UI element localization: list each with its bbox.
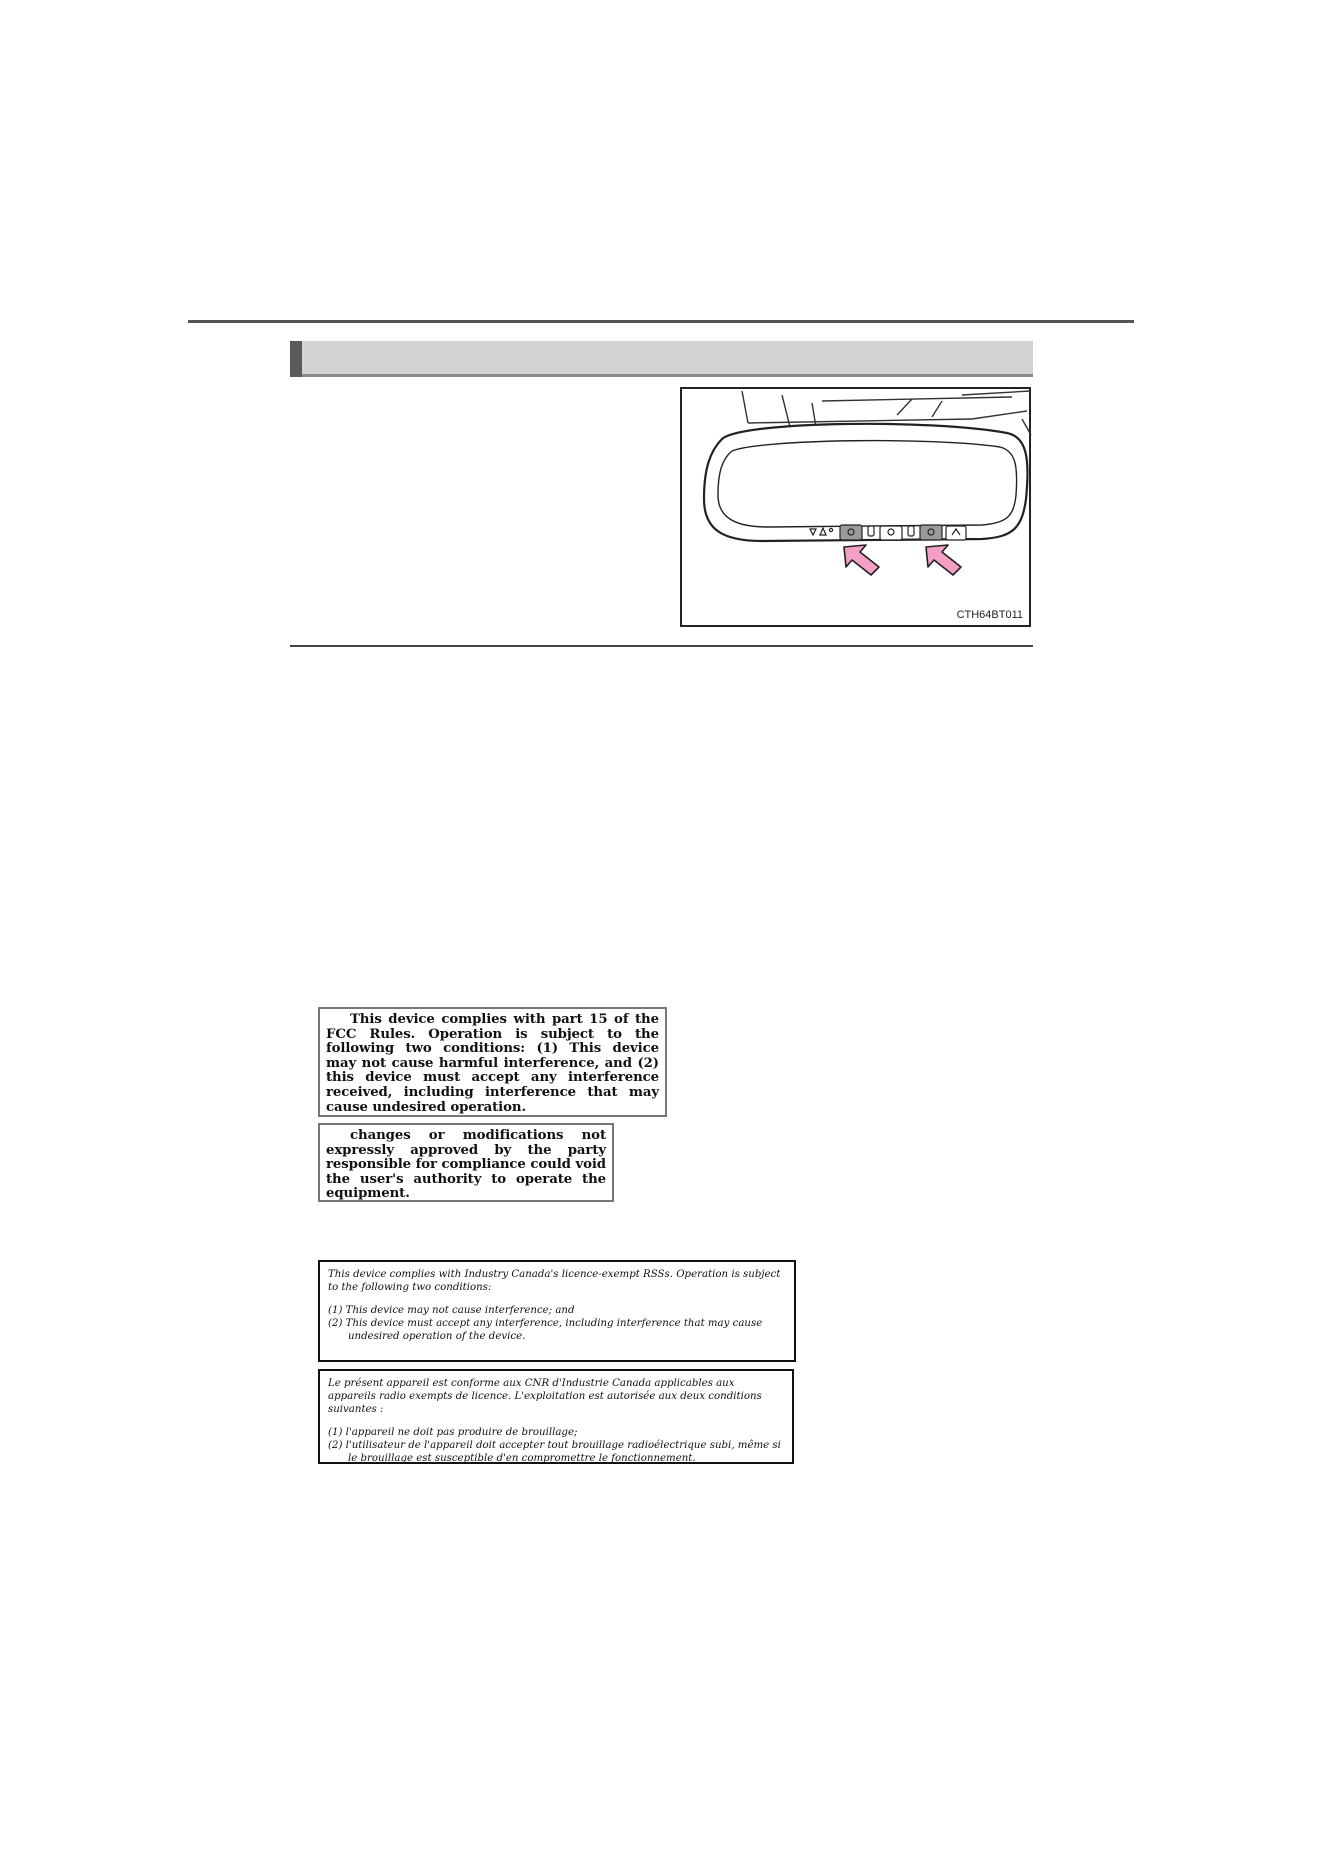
ic-en-conditions (328, 1304, 786, 1343)
ic-en-condition-1: (1) This device may not cause interference; and (328, 1305, 575, 1316)
ic-fr-conditions (328, 1426, 784, 1465)
ic-fr-condition-1: (1) l'appareil ne doit pas produire de brouillage; (328, 1427, 578, 1438)
mirror-illustration (680, 387, 1031, 627)
ic-en-condition-2: (2) This device must accept any interference, including interference that may cause undesired operation of the device. (328, 1318, 763, 1342)
ic-fr-intro: Le présent appareil est conforme aux CNR d'Industrie Canada applicables aux appareils radio exempts de licence. L'exploitation est autorisée aux deux conditions suivantes : (328, 1378, 762, 1415)
section-header-tab (290, 341, 302, 377)
ic-en-intro: This device complies with Industry Canada's licence-exempt RSSs. Operation is subject to the following two conditions: (328, 1269, 781, 1293)
ic-fr-condition-2: (2) l'utilisateur de l'appareil doit accepter tout brouillage radioélectrique subi, même si le brouillage est susceptible d'en compromettre le fonctionnement. (328, 1440, 781, 1464)
fcc-warning: changes or modifications not expressly approved by the party responsible for compliance could void the user's authority to operate the equipment. (326, 1128, 606, 1202)
industry-canada-french-label (318, 1369, 794, 1464)
figure-code: CTH64BT011 (956, 609, 1023, 621)
industry-canada-english-label (318, 1260, 796, 1362)
mirror-drawing (682, 389, 1033, 629)
fcc-compliance-label (318, 1007, 667, 1117)
section-header-bar (290, 341, 1033, 377)
fcc-statement: This device complies with part 15 of the FCC Rules. Operation is subject to the following two conditions: (1) This device may not cause harmful interference, and (2) this device must accept any interference received, including interference that may cause undesired operation. (326, 1012, 659, 1115)
top-rule (188, 320, 1134, 323)
fcc-modification-warning-label (318, 1123, 614, 1202)
section-bottom-rule (290, 645, 1033, 647)
